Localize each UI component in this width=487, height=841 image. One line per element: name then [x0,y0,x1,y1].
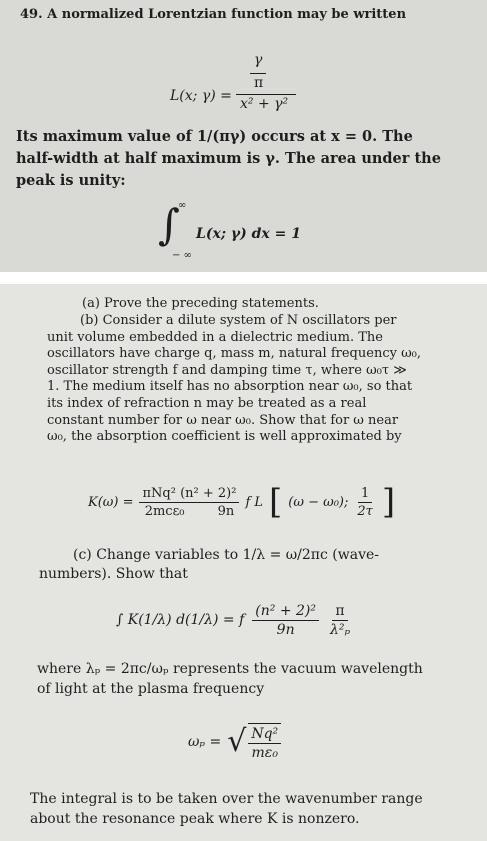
right-bracket: ] [381,482,396,522]
lorentzian-lhs: L(x; γ) = [170,88,232,104]
wavenumber-integral [116,594,353,646]
part-b-line: its index of refraction n may be treated as a real [47,395,367,411]
plasma-lhs: ωₚ = [188,734,222,750]
k-middle: f L [245,494,264,510]
closing-line: The integral is to be taken over the wavenumber range [30,791,423,807]
plasma-denominator: mε₀ [251,745,278,761]
index-fraction [252,603,319,638]
k-fraction [139,486,239,519]
part-b-line: oscillators have charge q, mass m, natural frequency ω₀, [47,346,422,362]
sqrt-sign: √ [227,724,247,759]
tau-numerator: 1 [358,486,372,503]
part-b-line: (b) Consider a dilute system of N oscillators per [80,313,397,328]
page-gap [0,272,487,284]
lambda-line: of light at the plasma frequency [37,681,265,697]
lambda-definition [37,659,423,699]
problem-number: 49. [20,7,43,22]
part-b-line: 1. The medium itself has no absorption near ω₀, so that [47,379,413,395]
part-b-line: unit volume embedded in a dielectric medium. The [47,329,384,345]
lorentzian-gamma: γ [254,52,263,68]
integral-upper: ∞ [178,200,187,211]
integral-expression: L(x; γ) dx = 1 [196,226,301,242]
tau-denominator: 2τ [357,503,373,519]
lambda-denominator: λ²ₚ [329,621,351,638]
wavenumber-lhs: ∫ K(1/λ) d(1/λ) = f [116,612,245,628]
integral-sign: ∫ [158,200,180,249]
plasma-wavelength-fraction [327,603,353,638]
left-bracket: [ [269,482,283,522]
tau-fraction [354,486,375,519]
closing-line: about the resonance peak where K is nonzero. [30,811,360,827]
area-integral [158,200,358,264]
problem-heading [20,7,406,22]
intro-line: Its maximum value of 1/(πγ) occurs at x = 0. The [16,128,413,145]
index-denominator: 9n [276,621,295,638]
lambda-line: where λₚ = 2πc/ωₚ represents the vacuum wavelength [37,661,423,677]
k-numerator: πNq² (n² + 2)² [139,486,239,503]
k-denominator: 2mcε₀ 9n [144,503,235,519]
lorentzian-pi: π [254,75,264,91]
part-a: (a) Prove the preceding statements. [82,296,319,311]
part-b-line: oscillator strength f and damping time τ, where ω₀τ ≫ [47,362,407,378]
part-b-line: constant number for ω near ω₀. Show that for ω near [47,412,399,428]
plasma-fraction [248,723,281,761]
inner-fraction-bar [250,73,266,74]
index-numerator: (n² + 2)² [252,603,319,621]
plasma-frequency [188,716,281,768]
integral-lower: − ∞ [172,250,192,261]
lorentzian-denominator: x² + γ² [240,96,289,112]
heading-text: A normalized Lorentzian function may be written [47,7,407,22]
k-equation [88,480,395,524]
plasma-numerator: Nq² [248,726,281,744]
intro-line: peak is unity: [16,172,126,189]
intro-line: half-width at half maximum is γ. The area under the [16,150,441,167]
k-argument: (ω − ω₀); [288,494,349,510]
part-b [47,313,421,446]
part-c-line: (c) Change variables to 1/λ = ω/2πc (wave- [73,547,380,563]
k-lhs: K(ω) = [88,494,134,510]
intro-paragraph [16,126,441,192]
part-b-line: ω₀, the absorption coefficient is well approximated by [47,429,402,445]
part-c-line: numbers). Show that [39,566,188,582]
bottom-panel [0,284,487,841]
outer-fraction-bar [236,94,296,95]
part-c [39,546,379,584]
pi-numerator: π [332,603,347,621]
top-panel [0,0,487,272]
closing-paragraph [30,789,423,829]
